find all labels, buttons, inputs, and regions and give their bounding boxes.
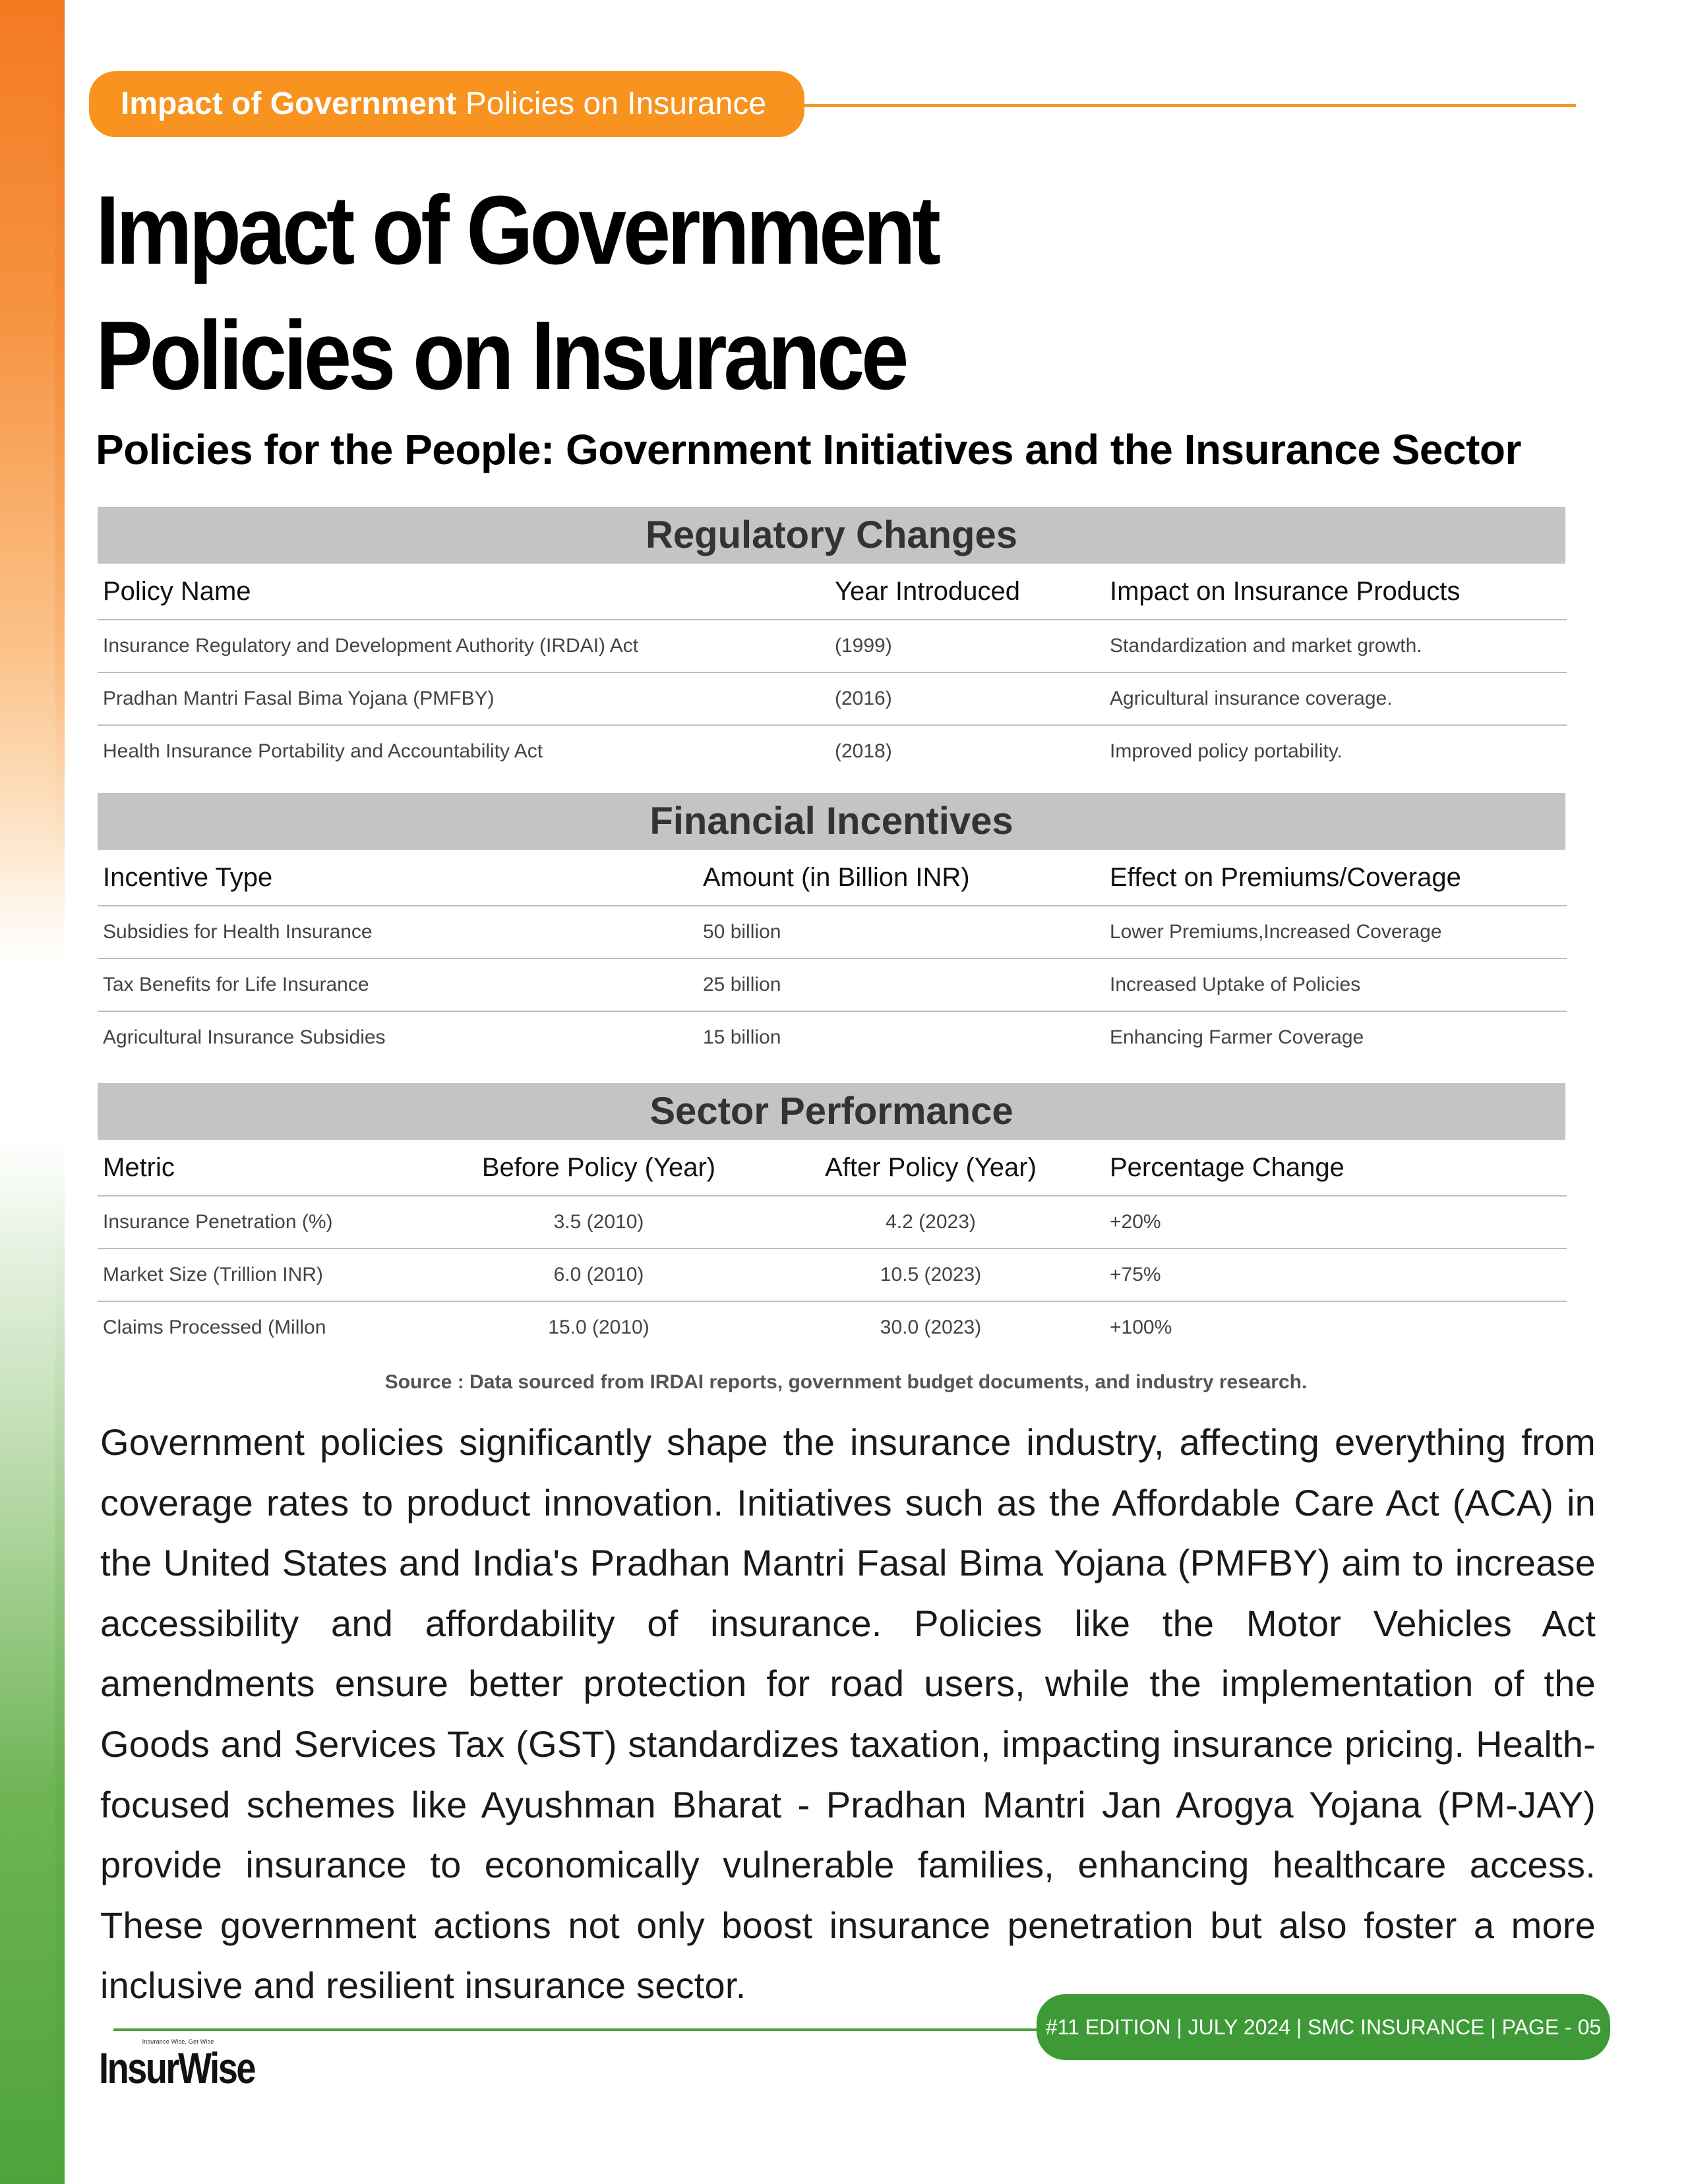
table-row <box>98 620 1567 672</box>
section-tag: Impact of Government Policies on Insurance <box>89 71 804 137</box>
table-cell: (2016) <box>830 672 1104 725</box>
sector-table <box>98 1140 1567 1353</box>
edition-badge: #11 EDITION | JULY 2024 | SMC INSURANCE | PAGE - 05 <box>1037 1994 1610 2060</box>
column-header: After Policy (Year) <box>757 1140 1104 1196</box>
page-title-line-1: Impact of Government <box>96 176 938 285</box>
page-title <box>96 168 1024 419</box>
table-cell: Health Insurance Portability and Accountability Act <box>103 740 543 762</box>
table-cell: 15 billion <box>703 1026 781 1048</box>
page-title-line-2: Policies on Insurance <box>96 301 906 410</box>
table-row <box>98 1011 1567 1063</box>
table-cell: 50 billion <box>698 906 1104 959</box>
column-header: Year Introduced <box>830 564 1104 620</box>
financial-table <box>98 850 1567 1063</box>
column-header: Policy Name <box>98 564 830 620</box>
logo-tagline: Insurance Wise, Get Wise <box>142 2038 214 2045</box>
table-cell: +20% <box>1104 1196 1567 1249</box>
column-header: Effect on Premiums/Coverage <box>1104 850 1567 906</box>
table-row <box>98 1249 1567 1301</box>
column-header: Impact on Insurance Products <box>1104 564 1567 620</box>
table-cell: Insurance Penetration (%) <box>98 1196 440 1249</box>
column-header: Incentive Type <box>98 850 698 906</box>
table-cell: Market Size (Trillion INR) <box>98 1249 440 1301</box>
table-row <box>98 1301 1567 1353</box>
table-cell: Insurance Regulatory and Development Authority (IRDAI) Act <box>98 620 830 672</box>
table-cell: 25 billion <box>698 959 1104 1011</box>
table-row <box>98 906 1567 959</box>
table-header-row <box>98 850 1567 906</box>
table-cell: +100% <box>1110 1316 1172 1338</box>
table-cell: Subsidies for Health Insurance <box>98 906 698 959</box>
column-header: Before Policy (Year) <box>440 1140 757 1196</box>
sector-heading: Sector Performance <box>98 1083 1565 1140</box>
insurwise-logo <box>99 2038 257 2091</box>
table-cell: Improved policy portability. <box>1110 740 1343 762</box>
table-cell: (2018) <box>835 740 892 762</box>
body-paragraph: Government policies significantly shape the insurance industry, affecting everything from coverage rates to product innovation. Initiatives such as the Affordable Care Act (ACA) in the United States and India's Pradhan Mantri Fasal Bima Yojana (PMFBY) aim to increase accessibility and affordability of insurance. Policies like the Motor Vehicles Act amendments ensure better protection for road users, while the implementation of the Goods and Services Tax (GST) standardizes taxation, impacting insurance pricing. Health-focused schemes like Ayushman Bharat - Pradhan Mantri Jan Arogya Yojana (PM-JAY) provide insurance to economically vulnerable families, enhancing healthcare access. These government actions not only boost insurance penetration but also foster a more inclusive and resilient insurance sector. <box>100 1421 1596 2007</box>
header-rule <box>804 104 1576 107</box>
financial-heading: Financial Incentives <box>98 793 1565 850</box>
table-header-row <box>98 1140 1567 1196</box>
logo-wordmark: InsurWise <box>99 2044 255 2092</box>
table-cell: Agricultural insurance coverage. <box>1104 672 1567 725</box>
regulatory-heading: Regulatory Changes <box>98 507 1565 564</box>
table-cell: 6.0 (2010) <box>440 1249 757 1301</box>
table-cell: 30.0 (2023) <box>880 1316 982 1338</box>
table-cell: 4.2 (2023) <box>757 1196 1104 1249</box>
table-cell: Enhancing Farmer Coverage <box>1110 1026 1364 1048</box>
regulatory-table <box>98 564 1567 777</box>
footer-rule <box>113 2028 1063 2031</box>
table-row <box>98 725 1567 777</box>
table-cell: 3.5 (2010) <box>440 1196 757 1249</box>
column-header: Metric <box>98 1140 440 1196</box>
table-cell: 15.0 (2010) <box>548 1316 649 1338</box>
side-color-stripe <box>0 0 65 2184</box>
table-row <box>98 1196 1567 1249</box>
table-cell: Increased Uptake of Policies <box>1104 959 1567 1011</box>
table-cell: Lower Premiums,Increased Coverage <box>1104 906 1567 959</box>
table-cell: (1999) <box>830 620 1104 672</box>
table-cell: 10.5 (2023) <box>757 1249 1104 1301</box>
source-note: Source : Data sourced from IRDAI reports, government budget documents, and industry research. <box>384 1371 1308 1393</box>
column-header: Amount (in Billion INR) <box>698 850 1104 906</box>
table-header-row <box>98 564 1567 620</box>
table-cell: Standardization and market growth. <box>1104 620 1567 672</box>
table-cell: +75% <box>1104 1249 1567 1301</box>
table-cell: Agricultural Insurance Subsidies <box>103 1026 386 1048</box>
table-row <box>98 672 1567 725</box>
table-cell: Tax Benefits for Life Insurance <box>98 959 698 1011</box>
table-cell: Claims Processed (Millon <box>103 1316 326 1338</box>
table-row <box>98 959 1567 1011</box>
column-header: Percentage Change <box>1104 1140 1567 1196</box>
table-cell: Pradhan Mantri Fasal Bima Yojana (PMFBY) <box>98 672 830 725</box>
page-subtitle: Policies for the People: Government Initiatives and the Insurance Sector <box>96 426 1521 473</box>
